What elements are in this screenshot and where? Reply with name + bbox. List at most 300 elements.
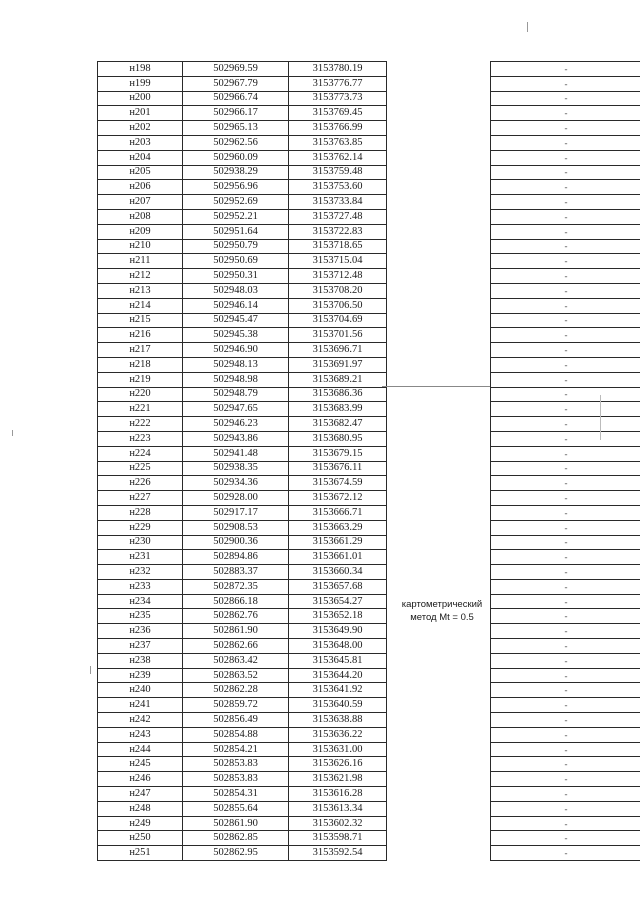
- accuracy-cell: -: [491, 579, 640, 594]
- y-coordinate-cell: 3153727.48: [289, 209, 387, 224]
- method-cell: [387, 742, 491, 757]
- y-coordinate-cell: 3153762.14: [289, 150, 387, 165]
- point-id-cell: н233: [98, 579, 183, 594]
- table-row: [98, 550, 640, 565]
- table-row: [98, 135, 640, 150]
- y-coordinate-cell: 3153654.27: [289, 594, 387, 609]
- table-row: [98, 742, 640, 757]
- method-cell: [387, 505, 491, 520]
- x-coordinate-cell: 502854.88: [183, 727, 289, 742]
- x-coordinate-cell: 502928.00: [183, 491, 289, 506]
- y-coordinate-cell: 3153701.56: [289, 328, 387, 343]
- table-row: [98, 846, 640, 861]
- method-cell: [387, 135, 491, 150]
- y-coordinate-cell: 3153708.20: [289, 283, 387, 298]
- point-id-cell: н242: [98, 713, 183, 728]
- method-cell: [387, 476, 491, 491]
- x-coordinate-cell: 502908.53: [183, 520, 289, 535]
- point-id-cell: н236: [98, 624, 183, 639]
- scan-speck: [600, 395, 601, 440]
- x-coordinate-cell: 502934.36: [183, 476, 289, 491]
- point-id-cell: н211: [98, 254, 183, 269]
- table-row: [98, 417, 640, 432]
- y-coordinate-cell: 3153683.99: [289, 402, 387, 417]
- accuracy-cell: -: [491, 239, 640, 254]
- y-coordinate-cell: 3153696.71: [289, 343, 387, 358]
- point-id-cell: н226: [98, 476, 183, 491]
- method-cell: [387, 579, 491, 594]
- method-cell: [387, 713, 491, 728]
- accuracy-cell: -: [491, 372, 640, 387]
- y-coordinate-cell: 3153644.20: [289, 668, 387, 683]
- table-row: [98, 121, 640, 136]
- point-id-cell: н222: [98, 417, 183, 432]
- y-coordinate-cell: 3153780.19: [289, 62, 387, 77]
- x-coordinate-cell: 502962.56: [183, 135, 289, 150]
- table-row: [98, 801, 640, 816]
- method-cell: [387, 313, 491, 328]
- table-row: [98, 106, 640, 121]
- point-id-cell: н244: [98, 742, 183, 757]
- accuracy-cell: -: [491, 609, 640, 624]
- y-coordinate-cell: 3153718.65: [289, 239, 387, 254]
- point-id-cell: н206: [98, 180, 183, 195]
- accuracy-cell: -: [491, 121, 640, 136]
- method-cell: [387, 150, 491, 165]
- accuracy-cell: -: [491, 328, 640, 343]
- accuracy-cell: -: [491, 787, 640, 802]
- x-coordinate-cell: 502941.48: [183, 446, 289, 461]
- point-id-cell: н218: [98, 357, 183, 372]
- accuracy-cell: -: [491, 313, 640, 328]
- accuracy-cell: -: [491, 283, 640, 298]
- table-row: [98, 609, 640, 624]
- y-coordinate-cell: 3153638.88: [289, 713, 387, 728]
- x-coordinate-cell: 502859.72: [183, 698, 289, 713]
- method-cell: [387, 343, 491, 358]
- y-coordinate-cell: 3153776.77: [289, 76, 387, 91]
- point-id-cell: н249: [98, 816, 183, 831]
- x-coordinate-cell: 502861.90: [183, 624, 289, 639]
- coordinates-table-body: [98, 62, 640, 861]
- table-row: [98, 298, 640, 313]
- x-coordinate-cell: 502946.14: [183, 298, 289, 313]
- method-cell: [387, 402, 491, 417]
- table-row: [98, 653, 640, 668]
- y-coordinate-cell: 3153626.16: [289, 757, 387, 772]
- x-coordinate-cell: 502952.69: [183, 195, 289, 210]
- point-id-cell: н247: [98, 787, 183, 802]
- y-coordinate-cell: 3153613.34: [289, 801, 387, 816]
- accuracy-cell: -: [491, 520, 640, 535]
- accuracy-cell: -: [491, 106, 640, 121]
- method-cell: [387, 121, 491, 136]
- accuracy-cell: -: [491, 269, 640, 284]
- accuracy-cell: -: [491, 816, 640, 831]
- point-id-cell: н239: [98, 668, 183, 683]
- accuracy-cell: -: [491, 180, 640, 195]
- y-coordinate-cell: 3153686.36: [289, 387, 387, 402]
- accuracy-cell: -: [491, 846, 640, 861]
- table-row: [98, 535, 640, 550]
- table-row: [98, 209, 640, 224]
- method-cell: [387, 269, 491, 284]
- scan-speck: [12, 430, 13, 436]
- method-cell: [387, 668, 491, 683]
- method-note-line2: метод Mt = 0.5: [410, 612, 474, 623]
- point-id-cell: н225: [98, 461, 183, 476]
- x-coordinate-cell: 502946.90: [183, 343, 289, 358]
- method-cell: [387, 624, 491, 639]
- x-coordinate-cell: 502861.90: [183, 816, 289, 831]
- point-id-cell: н237: [98, 639, 183, 654]
- x-coordinate-cell: 502950.31: [183, 269, 289, 284]
- point-id-cell: н234: [98, 594, 183, 609]
- point-id-cell: н219: [98, 372, 183, 387]
- accuracy-cell: -: [491, 505, 640, 520]
- point-id-cell: н227: [98, 491, 183, 506]
- y-coordinate-cell: 3153660.34: [289, 565, 387, 580]
- method-cell: [387, 106, 491, 121]
- x-coordinate-cell: 502863.52: [183, 668, 289, 683]
- method-cell: [387, 62, 491, 77]
- x-coordinate-cell: 502894.86: [183, 550, 289, 565]
- point-id-cell: н204: [98, 150, 183, 165]
- x-coordinate-cell: 502883.37: [183, 565, 289, 580]
- y-coordinate-cell: 3153769.45: [289, 106, 387, 121]
- table-row: [98, 831, 640, 846]
- method-cell: [387, 683, 491, 698]
- method-cell: [387, 816, 491, 831]
- point-id-cell: н203: [98, 135, 183, 150]
- y-coordinate-cell: 3153689.21: [289, 372, 387, 387]
- table-row: [98, 165, 640, 180]
- accuracy-cell: -: [491, 135, 640, 150]
- accuracy-cell: -: [491, 772, 640, 787]
- accuracy-cell: -: [491, 653, 640, 668]
- method-note: [392, 598, 492, 624]
- method-cell: [387, 535, 491, 550]
- y-coordinate-cell: 3153640.59: [289, 698, 387, 713]
- y-coordinate-cell: 3153706.50: [289, 298, 387, 313]
- y-coordinate-cell: 3153631.00: [289, 742, 387, 757]
- accuracy-cell: -: [491, 831, 640, 846]
- x-coordinate-cell: 502950.79: [183, 239, 289, 254]
- table-row: [98, 328, 640, 343]
- y-coordinate-cell: 3153722.83: [289, 224, 387, 239]
- method-cell: [387, 801, 491, 816]
- point-id-cell: н208: [98, 209, 183, 224]
- point-id-cell: н251: [98, 846, 183, 861]
- x-coordinate-cell: 502948.79: [183, 387, 289, 402]
- point-id-cell: н209: [98, 224, 183, 239]
- x-coordinate-cell: 502862.95: [183, 846, 289, 861]
- table-row: [98, 180, 640, 195]
- y-coordinate-cell: 3153766.99: [289, 121, 387, 136]
- method-cell: [387, 653, 491, 668]
- method-cell: [387, 639, 491, 654]
- method-cell: [387, 772, 491, 787]
- x-coordinate-cell: 502862.28: [183, 683, 289, 698]
- accuracy-cell: -: [491, 727, 640, 742]
- y-coordinate-cell: 3153680.95: [289, 431, 387, 446]
- y-coordinate-cell: 3153641.92: [289, 683, 387, 698]
- y-coordinate-cell: 3153666.71: [289, 505, 387, 520]
- accuracy-cell: -: [491, 698, 640, 713]
- point-id-cell: н215: [98, 313, 183, 328]
- accuracy-cell: -: [491, 535, 640, 550]
- x-coordinate-cell: 502948.13: [183, 357, 289, 372]
- table-row: [98, 772, 640, 787]
- table-row: [98, 816, 640, 831]
- table-row: [98, 402, 640, 417]
- accuracy-cell: -: [491, 668, 640, 683]
- y-coordinate-cell: 3153682.47: [289, 417, 387, 432]
- method-cell: [387, 550, 491, 565]
- point-id-cell: н231: [98, 550, 183, 565]
- x-coordinate-cell: 502945.47: [183, 313, 289, 328]
- table-row: [98, 76, 640, 91]
- scan-speck: [527, 22, 528, 32]
- point-id-cell: н212: [98, 269, 183, 284]
- y-coordinate-cell: 3153674.59: [289, 476, 387, 491]
- table-row: [98, 713, 640, 728]
- point-id-cell: н248: [98, 801, 183, 816]
- method-cell: [387, 757, 491, 772]
- accuracy-cell: -: [491, 446, 640, 461]
- point-id-cell: н214: [98, 298, 183, 313]
- accuracy-cell: -: [491, 387, 640, 402]
- table-row: [98, 787, 640, 802]
- method-cell: [387, 727, 491, 742]
- accuracy-cell: -: [491, 165, 640, 180]
- table-row: [98, 698, 640, 713]
- table-row: [98, 372, 640, 387]
- method-cell: [387, 254, 491, 269]
- accuracy-cell: -: [491, 91, 640, 106]
- y-coordinate-cell: 3153592.54: [289, 846, 387, 861]
- accuracy-cell: -: [491, 757, 640, 772]
- accuracy-cell: -: [491, 639, 640, 654]
- table-row: [98, 343, 640, 358]
- y-coordinate-cell: 3153672.12: [289, 491, 387, 506]
- point-id-cell: н221: [98, 402, 183, 417]
- y-coordinate-cell: 3153645.81: [289, 653, 387, 668]
- point-id-cell: н245: [98, 757, 183, 772]
- y-coordinate-cell: 3153621.98: [289, 772, 387, 787]
- accuracy-cell: -: [491, 565, 640, 580]
- x-coordinate-cell: 502948.98: [183, 372, 289, 387]
- method-cell: [387, 698, 491, 713]
- table-row: [98, 639, 640, 654]
- method-cell: [387, 846, 491, 861]
- point-id-cell: н243: [98, 727, 183, 742]
- accuracy-cell: -: [491, 624, 640, 639]
- method-cell: [387, 431, 491, 446]
- x-coordinate-cell: 502960.09: [183, 150, 289, 165]
- point-id-cell: н250: [98, 831, 183, 846]
- method-cell: [387, 328, 491, 343]
- x-coordinate-cell: 502938.29: [183, 165, 289, 180]
- accuracy-cell: -: [491, 550, 640, 565]
- point-id-cell: н202: [98, 121, 183, 136]
- point-id-cell: н210: [98, 239, 183, 254]
- x-coordinate-cell: 502917.17: [183, 505, 289, 520]
- point-id-cell: н216: [98, 328, 183, 343]
- point-id-cell: н201: [98, 106, 183, 121]
- point-id-cell: н229: [98, 520, 183, 535]
- x-coordinate-cell: 502866.18: [183, 594, 289, 609]
- accuracy-cell: -: [491, 254, 640, 269]
- method-cell: [387, 417, 491, 432]
- x-coordinate-cell: 502952.21: [183, 209, 289, 224]
- point-id-cell: н213: [98, 283, 183, 298]
- method-cell: [387, 283, 491, 298]
- y-coordinate-cell: 3153691.97: [289, 357, 387, 372]
- x-coordinate-cell: 502946.23: [183, 417, 289, 432]
- point-id-cell: н224: [98, 446, 183, 461]
- table-row: [98, 224, 640, 239]
- table-row: [98, 357, 640, 372]
- accuracy-cell: -: [491, 742, 640, 757]
- point-id-cell: н207: [98, 195, 183, 210]
- x-coordinate-cell: 502853.83: [183, 772, 289, 787]
- y-coordinate-cell: 3153759.48: [289, 165, 387, 180]
- x-coordinate-cell: 502945.38: [183, 328, 289, 343]
- coordinates-table: [97, 61, 640, 861]
- table-row: [98, 269, 640, 284]
- table-row: [98, 668, 640, 683]
- x-coordinate-cell: 502967.79: [183, 76, 289, 91]
- x-coordinate-cell: 502862.76: [183, 609, 289, 624]
- method-cell: [387, 787, 491, 802]
- method-cell: [387, 565, 491, 580]
- x-coordinate-cell: 502855.64: [183, 801, 289, 816]
- accuracy-cell: -: [491, 150, 640, 165]
- y-coordinate-cell: 3153661.01: [289, 550, 387, 565]
- accuracy-cell: -: [491, 594, 640, 609]
- point-id-cell: н199: [98, 76, 183, 91]
- accuracy-cell: -: [491, 209, 640, 224]
- table-row: [98, 195, 640, 210]
- y-coordinate-cell: 3153733.84: [289, 195, 387, 210]
- x-coordinate-cell: 502854.31: [183, 787, 289, 802]
- x-coordinate-cell: 502862.85: [183, 831, 289, 846]
- accuracy-cell: -: [491, 195, 640, 210]
- table-row: [98, 505, 640, 520]
- table-row: [98, 727, 640, 742]
- point-id-cell: н240: [98, 683, 183, 698]
- table-row: [98, 594, 640, 609]
- method-cell: [387, 520, 491, 535]
- accuracy-cell: -: [491, 76, 640, 91]
- x-coordinate-cell: 502872.35: [183, 579, 289, 594]
- accuracy-cell: -: [491, 417, 640, 432]
- table-row: [98, 683, 640, 698]
- method-cell: [387, 224, 491, 239]
- table-row: [98, 446, 640, 461]
- table-row: [98, 579, 640, 594]
- method-cell: [387, 491, 491, 506]
- method-cell: [387, 461, 491, 476]
- method-cell: [387, 372, 491, 387]
- y-coordinate-cell: 3153763.85: [289, 135, 387, 150]
- x-coordinate-cell: 502863.42: [183, 653, 289, 668]
- accuracy-cell: -: [491, 431, 640, 446]
- x-coordinate-cell: 502943.86: [183, 431, 289, 446]
- x-coordinate-cell: 502853.83: [183, 757, 289, 772]
- method-cell: [387, 387, 491, 402]
- method-cell: [387, 357, 491, 372]
- y-coordinate-cell: 3153636.22: [289, 727, 387, 742]
- point-id-cell: н220: [98, 387, 183, 402]
- method-cell: [387, 239, 491, 254]
- point-id-cell: н232: [98, 565, 183, 580]
- x-coordinate-cell: 502947.65: [183, 402, 289, 417]
- y-coordinate-cell: 3153715.04: [289, 254, 387, 269]
- x-coordinate-cell: 502956.96: [183, 180, 289, 195]
- y-coordinate-cell: 3153652.18: [289, 609, 387, 624]
- method-cell: [387, 298, 491, 313]
- table-row: [98, 150, 640, 165]
- accuracy-cell: -: [491, 801, 640, 816]
- accuracy-cell: -: [491, 461, 640, 476]
- y-coordinate-cell: 3153712.48: [289, 269, 387, 284]
- table-row: [98, 313, 640, 328]
- x-coordinate-cell: 502950.69: [183, 254, 289, 269]
- method-cell: [387, 831, 491, 846]
- y-coordinate-cell: 3153663.29: [289, 520, 387, 535]
- table-row: [98, 239, 640, 254]
- table-row: [98, 624, 640, 639]
- point-id-cell: н228: [98, 505, 183, 520]
- table-row: [98, 491, 640, 506]
- x-coordinate-cell: 502966.17: [183, 106, 289, 121]
- accuracy-cell: -: [491, 298, 640, 313]
- x-coordinate-cell: 502948.03: [183, 283, 289, 298]
- y-coordinate-cell: 3153598.71: [289, 831, 387, 846]
- x-coordinate-cell: 502965.13: [183, 121, 289, 136]
- table-row: [98, 254, 640, 269]
- table-row: [98, 387, 640, 402]
- accuracy-cell: -: [491, 713, 640, 728]
- method-cell: [387, 180, 491, 195]
- point-id-cell: н198: [98, 62, 183, 77]
- table-row: [98, 461, 640, 476]
- y-coordinate-cell: 3153773.73: [289, 91, 387, 106]
- x-coordinate-cell: 502856.49: [183, 713, 289, 728]
- y-coordinate-cell: 3153649.90: [289, 624, 387, 639]
- table-row: [98, 431, 640, 446]
- table-row: [98, 757, 640, 772]
- point-id-cell: н246: [98, 772, 183, 787]
- x-coordinate-cell: 502938.35: [183, 461, 289, 476]
- method-cell: [387, 165, 491, 180]
- y-coordinate-cell: 3153657.68: [289, 579, 387, 594]
- faint-divider-line: [382, 386, 490, 387]
- table-row: [98, 565, 640, 580]
- accuracy-cell: -: [491, 491, 640, 506]
- accuracy-cell: -: [491, 683, 640, 698]
- y-coordinate-cell: 3153679.15: [289, 446, 387, 461]
- method-note-line1: картометрический: [401, 599, 483, 610]
- accuracy-cell: -: [491, 357, 640, 372]
- y-coordinate-cell: 3153661.29: [289, 535, 387, 550]
- point-id-cell: н205: [98, 165, 183, 180]
- point-id-cell: н217: [98, 343, 183, 358]
- point-id-cell: н223: [98, 431, 183, 446]
- x-coordinate-cell: 502966.74: [183, 91, 289, 106]
